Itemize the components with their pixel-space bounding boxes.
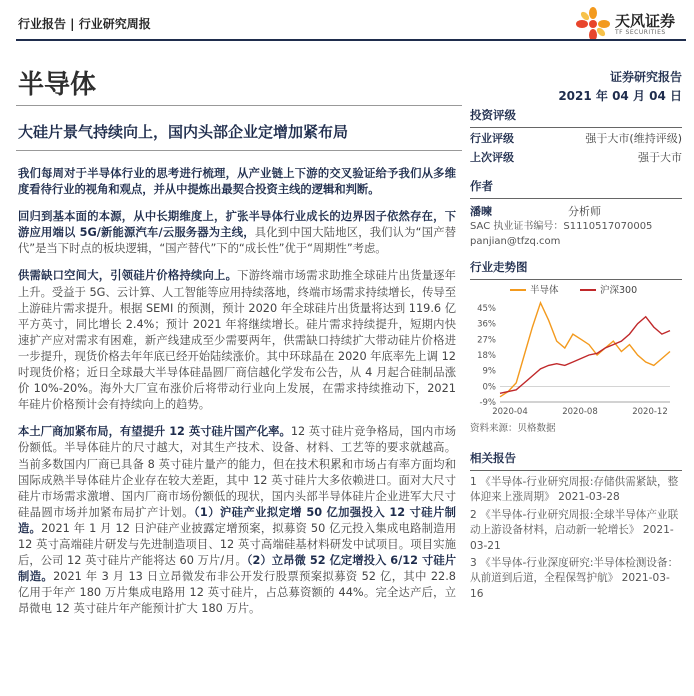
trend-heading: 行业走势图 [470,260,528,274]
related-list [470,475,682,602]
analyst-email[interactable]: panjian@tfzq.com [470,236,561,247]
analyst-row [470,202,682,219]
y-tick-label-1: 0% [482,382,496,393]
para-intro [18,166,456,198]
legend-label-0: 半导体 [530,285,559,296]
prev-rating-label: 上次评级 [470,150,514,164]
related-divider [470,470,682,471]
analyst-name: 潘暕 [470,204,492,218]
y-tick-label-5: 36% [477,319,496,330]
trend-chart-svg [470,280,682,428]
y-tick-label-0: -9% [479,398,496,408]
y-tick-label-4: 27% [477,335,496,346]
para-local-makers-bold: 本土厂商加紧布局，有望提升 12 英寸硅片国产化率。 [18,425,291,439]
related-report-1[interactable]: 1 《半导体-行业研究周报:存储供需紧缺，整体迎来上涨周期》 2021-03-28 [470,476,679,504]
author-divider [470,198,682,199]
para-intro-bold: 我们每周对于半导体行业的思考进行梳理，从产业链上下游的交叉验证给予我们从多维度看待行业的视角和观点，并从中提炼出最契合投资主线的逻辑和判断。 [18,167,456,197]
para-local-makers [18,424,456,617]
rating-heading: 投资评级 [470,108,516,122]
brand-name: 天风证券 [615,12,676,30]
title-divider-top [16,105,462,106]
analyst-role: 分析师 [568,204,601,218]
header-divider [16,39,686,41]
para-leon-bold: （2）立昂微 52 亿定增投入 6/12 寸硅片制造。 [18,554,456,584]
related-heading: 相关报告 [470,451,516,465]
report-date: 2021 年 04 月 04 日 [558,89,682,103]
para-supply-demand [18,268,456,413]
legend-label-1: 沪深300 [600,285,638,296]
industry-rating-value: 强于大市(维持评级) [585,131,682,145]
series-line-1 [500,317,670,394]
sector-title: 半导体 [18,70,97,100]
para-supply-demand-text: 下游终端市场需求助推全球硅片出货量逐年上升。受益于 5G、云计算、人工智能等应用持续落地，终端市场需求持续增长，传导至上游硅片需求提升。根据 SEMI 的预测，预计 2020 年全球硅片出货量将达到 119.6 亿平方英寸，同比增长 2.4%；预计 2021 年将继续增长。硅片需求持续提升，短期内快速扩产应对需求有困难，新产线建成至少需要两年，供需缺口持续扩大带动硅片价格进一步提升，现货价格去年年底已经开始陆续涨价。其中环球晶在 2020 年底率先上调 12 吋现货价格；近日全球最大半导体硅晶圆厂商信越化学发布公告，从 4 月起合硅制品涨价 10%-20%。海外大厂宣布涨价后将带动行业向上发展，在需求持续推动下，2021 年硅片价格预计会有持续向上的趋势。 [18,269,456,412]
para-nsig-text: 2021 年 1 月 12 日沪硅产业披露定增预案，拟募资 50 亿元投入集成电路制造用 12 英寸高端硅片研发与先进制造项目、12 英寸高端硅基材料研发中试项目。项目实施后，公司 12 英寸硅片产能将达 60 万片/月。 [18,521,456,568]
x-tick-label-2: 2020-12 [632,407,668,417]
brand-logo [575,6,690,42]
flower-logo-icon [575,6,611,42]
industry-rating-row [470,128,682,147]
report-type: 证券研究报告 [609,70,682,84]
industry-rating-label: 行业评级 [470,131,514,145]
y-tick-label-3: 18% [477,351,496,361]
report-category: 行业报告 | 行业研究周报 [18,17,151,31]
para-nsig-bold: （1）沪硅产业拟定增 50 亿加强投入 12 寸硅片制造。 [18,505,456,535]
para-local-makers-text: 12 英寸硅片竞争格局，国内市场份额低。半导体硅片的尺寸越大，对其生产技术、设备、材料、工艺等的要求就越高。当前多数国内厂商已具备 8 英寸硅片量产的能力，但在技术积累和市场占有率方面均和国际成熟半导体硅片企业存在较大差距，其中 12 英寸硅片大多依赖进口。面对大尺寸硅片市场需求激增、国内厂商市场份额低的现状，国内头部半导体硅片企业进军大尺寸硅晶圆市场并加紧布局扩产计划。 [18,425,457,519]
para-leon-text: 2021 年 3 月 13 日立昂微发布非公开发行股票预案拟募资 52 亿，其中 22.8 亿用于年产 180 万片集成电路用 12 英寸硅片，占总募资额的 44%。完全达产后，立昂微电 12 英寸硅片年产能预计扩大 180 万片。 [18,570,456,616]
y-tick-label-6: 45% [477,304,496,314]
para-fundamentals-bold: 回归到基本面的本源，从中长期维度上，扩张半导体行业成长的边界因子依然存在，下游应用端以 5G/新能源汽车/云服务器为主线， [18,210,456,240]
analyst-sac: SAC 执业证书编号：S1110517070005 [470,221,653,232]
para-supply-demand-bold: 供需缺口空间大，引领硅片价格持续向上。 [18,269,238,283]
brand-sub: TF SECURITIES [615,29,666,36]
author-heading: 作者 [470,179,493,193]
x-tick-label-0: 2020-04 [492,407,528,417]
para-fundamentals-text: 具化到中国大陆地区，我们认为“国产替代”是当下时点的板块逻辑，“国产替代”下的“成长性”优于“周期性”考虑。 [18,226,456,256]
related-report-2[interactable]: 2 《半导体-行业研究周报:全球半导体产业联动上游设备材料，启动新一轮增长》 2021-03-21 [470,508,679,552]
para-fundamentals [18,209,456,257]
prev-rating-value: 强于大市 [638,150,682,164]
main-title: 大硅片景气持续向上，国内头部企业定增加紧布局 [18,123,349,141]
author-section [470,178,682,249]
trend-chart [470,280,682,438]
trend-section [470,259,682,280]
y-tick-label-2: 9% [482,366,496,377]
rating-section [470,107,682,166]
chart-source: 资料来源：贝格数据 [470,423,556,434]
body-content [18,166,456,628]
prev-rating-row [470,147,682,166]
x-tick-label-1: 2020-08 [562,407,598,417]
title-divider-bottom [16,150,462,151]
related-report-3[interactable]: 3 《半导体-行业深度研究:半导体检测设备：从前道到后道，全程保驾护航》 2021-03-16 [470,557,679,600]
related-section [470,450,682,604]
